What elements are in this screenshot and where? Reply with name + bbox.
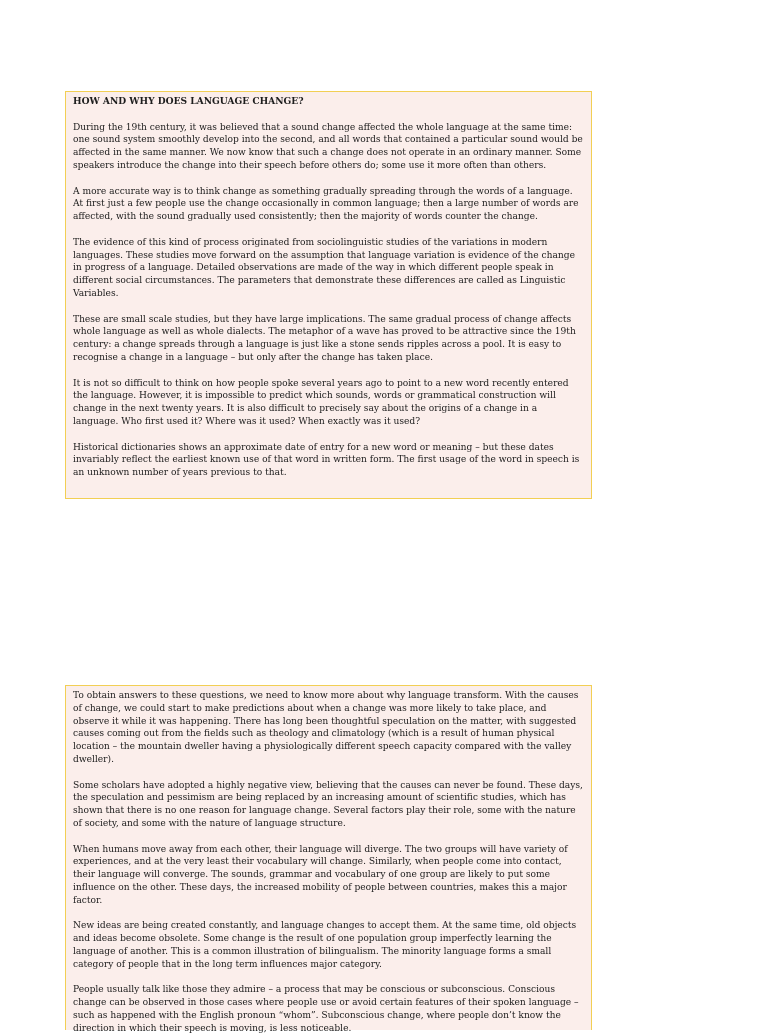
paragraph-diverge-converge: When humans move away from each other, their language will diverge. The two groups will have variety of experiences, and at the very least their vocabulary will change. Similarly, when people come into contact, their language will converge. The sounds, grammar and vocabulary of one group are likely to put some influence on the other. These days, the increased mobility of people between countries, makes this a major factor.: [73, 844, 568, 906]
text-box-causes-of-change: [65, 685, 592, 1034]
paragraph-sociolinguistic-evidence: The evidence of this kind of process originated from sociolinguistic studies of the variations in modern languages. These studies move forward on the assumption that language variation is evidence of the change in progress of a language. Detailed observations are made of the way in which different people speak in different social circumstances. The parameters that demonstrate these differences are called as Linguistic Variables.: [73, 237, 575, 299]
paragraph-admiration: People usually talk like those they admire – a process that may be conscious or subconscious. Conscious change can be observed in those cases where people use or avoid certain features of their spoken language – such as happened with the English pronoun “whom”. Subconscious change, where people don’t know the direction in which their speech is moving, is less noticeable.: [73, 985, 579, 1034]
paragraph-wave-metaphor: These are small scale studies, but they have large implications. The same gradual process of change affects whole language as well as whole dialects. The metaphor of a wave has proved to be attractive since the 19th century: a change spreads through a language is just like a stone sends ripples across a pool. It is easy to recognise a change in a language – but only after the change has taken place.: [73, 314, 576, 363]
paragraph-gradual-spreading: A more accurate way is to think change as something gradually spreading through the words of a language. At first just a few people use the change occasionally in common language; then a large number of words are affected, with the sound gradually used consistently; then the majority of words counter the change.: [73, 186, 579, 223]
text-box-language-change: [65, 91, 592, 499]
paragraph-new-ideas: New ideas are being created constantly, and language changes to accept them. At the same time, old objects and ideas become obsolete. Some change is the result of one population group imperfectly learning the language of another. This is a common illustration of bilingualism. The minority language forms a small category of people that in the long term influences major category.: [73, 921, 577, 970]
paragraph-19th-century: During the 19th century, it was believed that a sound change affected the whole language at the same time: one sound system smoothly develop into the second, and all words that contained a particular sound would be affected in the same manner. We now know that such a change does not operate in an ordinary manner. Some speakers introduce the change into their speech before others do; some use it more often than others.: [73, 122, 583, 171]
paragraph-historical-dictionaries: Historical dictionaries shows an approximate date of entry for a new word or meaning – but these dates invariably reflect the earliest known use of that word in written form. The first usage of the word in speech is an unknown number of years previous to that.: [73, 442, 580, 479]
paragraph-obtain-answers: To obtain answers to these questions, we need to know more about why language transform. With the causes of change, we could start to make predictions about when a change was more likely to take place, and observe it while it was happening. There has long been thoughtful speculation on the matter, with suggested causes coming out from the fields such as theology and climatology (which is a result of human physical location – the mountain dweller having a physiologically different speech capacity compared with the valley dweller).: [73, 691, 579, 765]
paragraph-scholars-view: Some scholars have adopted a highly negative view, believing that the causes can never be found. These days, the speculation and pessimism are being replaced by an increasing amount of scientific studies, which has shown that there is no one reason for language change. Several factors play their role, some with the nature of society, and some with the nature of language structure.: [73, 780, 583, 829]
section-heading: HOW AND WHY DOES LANGUAGE CHANGE?: [73, 96, 304, 107]
paragraph-prediction: It is not so difficult to think on how people spoke several years ago to point to a new word recently entered the language. However, it is impossible to predict which sounds, words or grammatical construction will change in the next twenty years. It is also difficult to precisely say about the origins of a change in a language. Who first used it? Where was it used? When exactly was it used?: [73, 378, 569, 427]
